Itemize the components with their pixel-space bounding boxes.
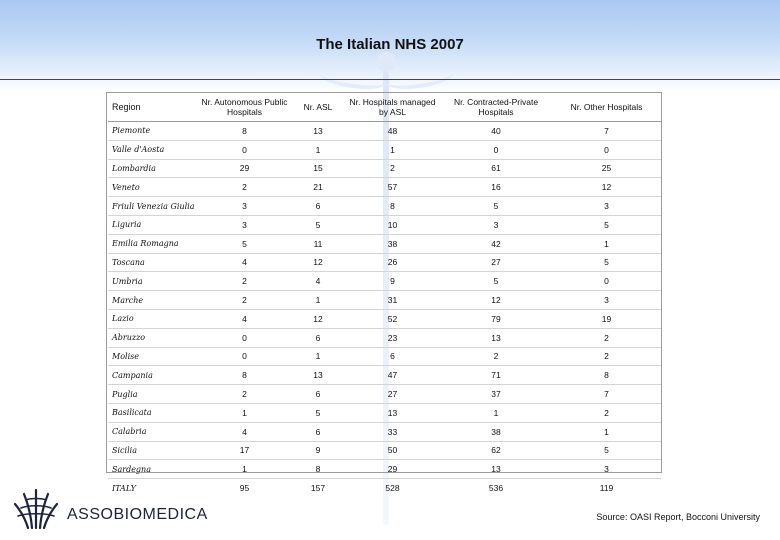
table-row <box>108 140 661 159</box>
cell-managed: 9 <box>345 272 440 291</box>
cell-asl: 8 <box>291 460 345 479</box>
header-asl: Nr. ASL <box>291 93 345 122</box>
cell-asl: 5 <box>291 215 345 234</box>
cell-managed: 38 <box>345 234 440 253</box>
cell-managed: 23 <box>345 328 440 347</box>
cell-region: Abruzzo <box>108 328 198 347</box>
decorative-dot <box>376 52 396 72</box>
cell-autonomous: 2 <box>198 272 291 291</box>
table-row <box>108 215 661 234</box>
cell-managed: 52 <box>345 309 440 328</box>
cell-autonomous: 5 <box>198 234 291 253</box>
cell-region: Calabria <box>108 422 198 441</box>
cell-region: Sicilia <box>108 441 198 460</box>
cell-managed: 8 <box>345 197 440 216</box>
cell-autonomous: 0 <box>198 140 291 159</box>
header-region: Region <box>108 93 198 122</box>
table-body <box>108 122 661 497</box>
cell-asl: 6 <box>291 422 345 441</box>
cell-autonomous: 29 <box>198 159 291 178</box>
assobiomedica-logo <box>12 486 212 530</box>
table-row <box>108 385 661 404</box>
cell-managed: 10 <box>345 215 440 234</box>
table-row <box>108 122 661 141</box>
table-row <box>108 159 661 178</box>
cell-contracted: 27 <box>440 253 552 272</box>
cell-region: Marche <box>108 291 198 310</box>
cell-asl: 4 <box>291 272 345 291</box>
cell-asl: 11 <box>291 234 345 253</box>
cell-asl: 6 <box>291 328 345 347</box>
cell-asl: 6 <box>291 197 345 216</box>
page-title: The Italian NHS 2007 <box>316 36 464 53</box>
cell-region: Molise <box>108 347 198 366</box>
cell-region: Liguria <box>108 215 198 234</box>
cell-contracted: 62 <box>440 441 552 460</box>
cell-contracted: 1 <box>440 403 552 422</box>
cell-region: Lazio <box>108 309 198 328</box>
table-row <box>108 347 661 366</box>
cell-other: 1 <box>552 422 661 441</box>
cell-contracted: 13 <box>440 328 552 347</box>
cell-other: 119 <box>599 483 614 494</box>
cell-autonomous: 1 <box>198 460 291 479</box>
cell-region: Veneto <box>108 178 198 197</box>
cell-autonomous: 8 <box>198 122 291 141</box>
cell-region: Friuli Venezia Giulia <box>108 197 198 216</box>
cell-managed: 13 <box>345 403 440 422</box>
cell-autonomous: 3 <box>198 197 291 216</box>
cell-region: Puglia <box>108 385 198 404</box>
cell-other: 2 <box>552 347 661 366</box>
cell-contracted: 40 <box>440 122 552 141</box>
cell-autonomous: 4 <box>198 309 291 328</box>
table-row <box>108 422 661 441</box>
cell-managed: 47 <box>345 366 440 385</box>
table-row <box>108 366 661 385</box>
cell-region: ITALY <box>112 483 136 493</box>
cell-asl: 13 <box>291 366 345 385</box>
cell-region: Toscana <box>108 253 198 272</box>
table-row <box>108 309 661 328</box>
cell-autonomous: 17 <box>198 441 291 460</box>
cell-other: 12 <box>552 178 661 197</box>
cell-managed: 50 <box>345 441 440 460</box>
cell-contracted: 13 <box>440 460 552 479</box>
cell-autonomous: 0 <box>198 328 291 347</box>
cell-managed: 2 <box>345 159 440 178</box>
cell-autonomous: 2 <box>198 291 291 310</box>
cell-contracted: 16 <box>440 178 552 197</box>
cell-asl: 1 <box>291 140 345 159</box>
table-row <box>108 272 661 291</box>
cell-asl: 1 <box>291 291 345 310</box>
cell-contracted: 12 <box>440 291 552 310</box>
cell-contracted: 61 <box>440 159 552 178</box>
cell-autonomous: 4 <box>198 253 291 272</box>
cell-contracted: 5 <box>440 272 552 291</box>
cell-other: 2 <box>552 328 661 347</box>
cell-other: 19 <box>552 309 661 328</box>
cell-autonomous: 3 <box>198 215 291 234</box>
cell-region: Umbria <box>108 272 198 291</box>
logo-text: ASSOBIOMEDICA <box>67 506 208 523</box>
cell-managed: 31 <box>345 291 440 310</box>
cell-managed: 27 <box>345 385 440 404</box>
cell-region: Lombardia <box>108 159 198 178</box>
cell-region: Valle d'Aosta <box>108 140 198 159</box>
cell-other: 25 <box>552 159 661 178</box>
cell-asl: 5 <box>291 403 345 422</box>
table-row <box>108 403 661 422</box>
table-row <box>108 234 661 253</box>
cell-managed: 48 <box>345 122 440 141</box>
cell-other: 8 <box>552 366 661 385</box>
cell-asl: 157 <box>310 483 326 494</box>
table-header-row <box>108 93 661 122</box>
table-row <box>108 197 661 216</box>
cell-autonomous: 1 <box>198 403 291 422</box>
cell-region: Basilicata <box>108 403 198 422</box>
table-row <box>108 328 661 347</box>
cell-other: 5 <box>552 215 661 234</box>
table-row <box>108 178 661 197</box>
cell-region: Campania <box>108 366 198 385</box>
header-contracted: Nr. Contracted-Private Hospitals <box>440 93 552 122</box>
cell-managed: 1 <box>345 140 440 159</box>
cell-contracted: 3 <box>440 215 552 234</box>
cell-other: 7 <box>552 385 661 404</box>
cell-managed: 6 <box>345 347 440 366</box>
cell-asl: 21 <box>291 178 345 197</box>
cell-asl: 15 <box>291 159 345 178</box>
cell-other: 3 <box>552 460 661 479</box>
header-managed: Nr. Hospitals managed by ASL <box>345 93 440 122</box>
cell-other: 3 <box>552 197 661 216</box>
cell-autonomous: 2 <box>198 178 291 197</box>
cell-other: 3 <box>552 291 661 310</box>
hospitals-table <box>108 93 661 497</box>
assobiomedica-logo-icon <box>12 486 60 530</box>
table-row <box>108 291 661 310</box>
cell-asl: 12 <box>291 309 345 328</box>
header-rule <box>0 79 780 80</box>
cell-asl: 13 <box>291 122 345 141</box>
table-row <box>108 253 661 272</box>
cell-region: Sardegna <box>108 460 198 479</box>
cell-asl: 12 <box>291 253 345 272</box>
cell-contracted: 38 <box>440 422 552 441</box>
table-row <box>108 441 661 460</box>
cell-contracted: 5 <box>440 197 552 216</box>
cell-managed: 26 <box>345 253 440 272</box>
header-other: Nr. Other Hospitals <box>552 93 661 122</box>
table-row <box>108 460 661 479</box>
cell-managed: 33 <box>345 422 440 441</box>
cell-managed: 29 <box>345 460 440 479</box>
cell-autonomous: 95 <box>239 483 250 494</box>
cell-managed: 528 <box>385 483 400 494</box>
cell-other: 1 <box>552 234 661 253</box>
cell-asl: 6 <box>291 385 345 404</box>
cell-autonomous: 4 <box>198 422 291 441</box>
cell-region: Piemonte <box>108 122 198 141</box>
cell-asl: 1 <box>291 347 345 366</box>
cell-contracted: 71 <box>440 366 552 385</box>
cell-contracted: 2 <box>440 347 552 366</box>
cell-autonomous: 2 <box>198 385 291 404</box>
cell-other: 0 <box>552 272 661 291</box>
cell-contracted: 536 <box>488 483 504 494</box>
cell-contracted: 79 <box>440 309 552 328</box>
cell-asl: 9 <box>291 441 345 460</box>
header-autonomous: Nr. Autonomous Public Hospitals <box>198 93 291 122</box>
cell-contracted: 42 <box>440 234 552 253</box>
cell-autonomous: 8 <box>198 366 291 385</box>
cell-contracted: 0 <box>440 140 552 159</box>
source-note: Source: OASI Report, Bocconi University <box>596 512 760 522</box>
cell-managed: 57 <box>345 178 440 197</box>
cell-other: 5 <box>552 441 661 460</box>
cell-other: 0 <box>552 140 661 159</box>
cell-contracted: 37 <box>440 385 552 404</box>
cell-autonomous: 0 <box>198 347 291 366</box>
cell-other: 2 <box>552 403 661 422</box>
cell-region: Emilia Romagna <box>108 234 198 253</box>
cell-other: 7 <box>552 122 661 141</box>
cell-other: 5 <box>552 253 661 272</box>
